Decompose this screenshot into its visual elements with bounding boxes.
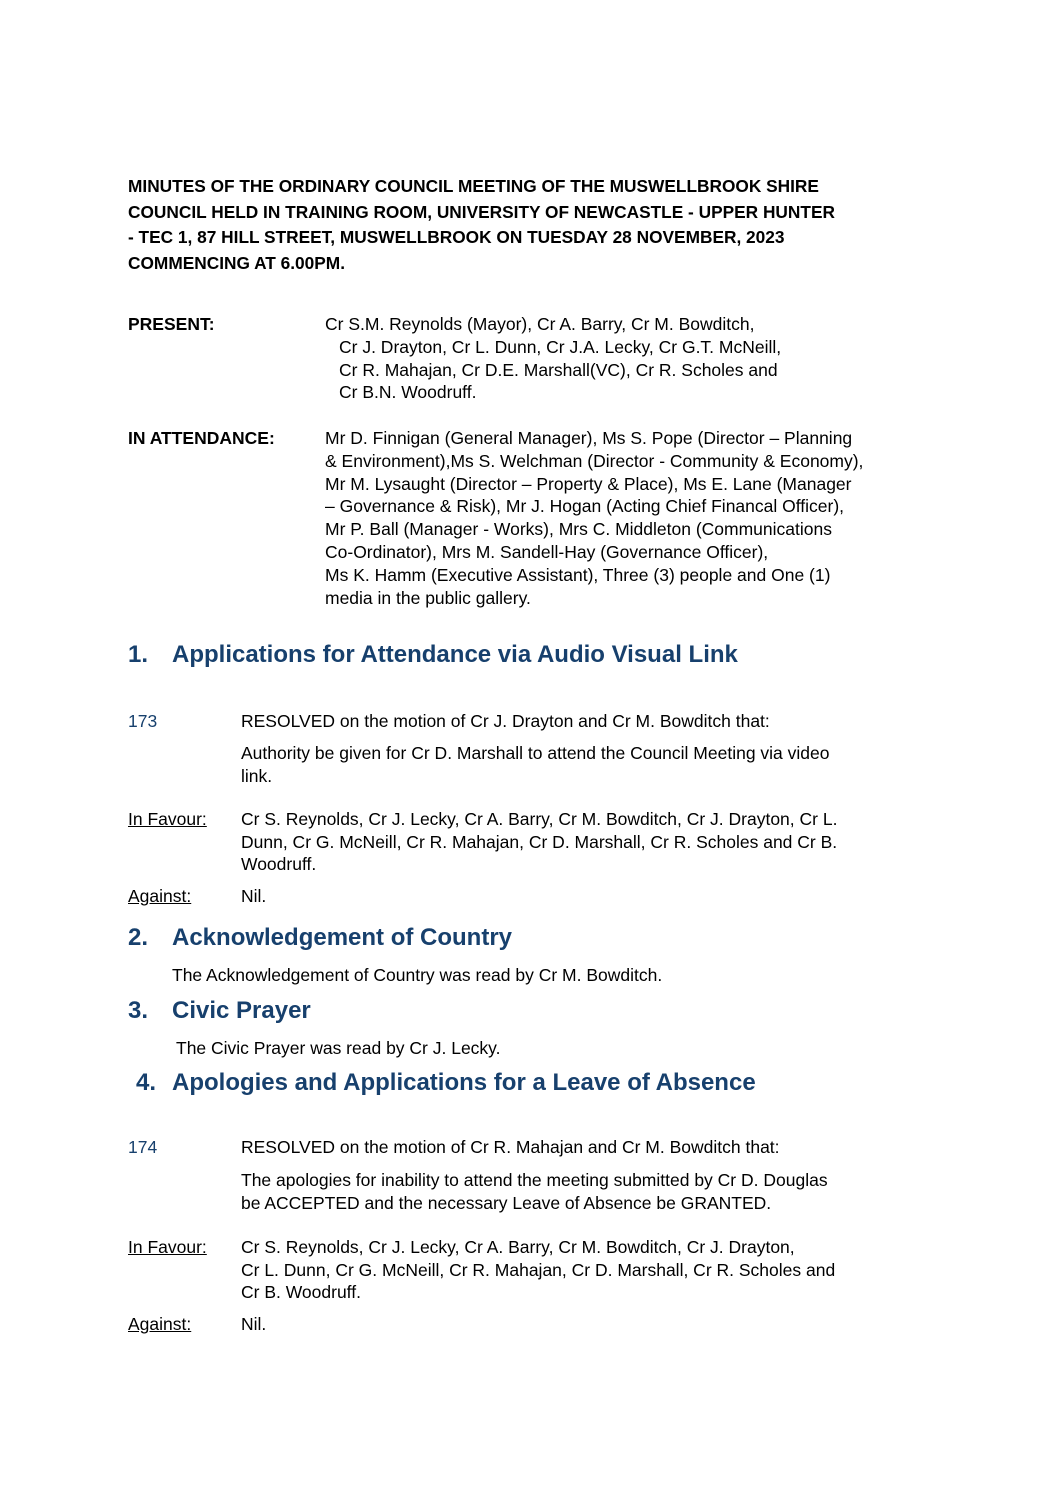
section-number: 4. [136,1069,157,1096]
resolution-number: 173 [128,711,158,731]
title-line: COMMENCING AT 6.00PM. [128,252,345,273]
present-label: PRESENT: [128,314,215,334]
against-text: Nil. [241,1314,267,1334]
title-line: COUNCIL HELD IN TRAINING ROOM, UNIVERSITY OF NEWCASTLE - UPPER HUNTER [128,201,835,222]
section-title: Applications for Attendance via Audio Visual Link [172,641,738,668]
section-title: Apologies and Applications for a Leave of Absence [172,1069,756,1096]
section-number: 2. [128,924,149,951]
against-text: Nil. [241,886,267,906]
present-list [325,313,781,404]
section-number: 1. [128,641,149,668]
in-favour-line: Cr B. Woodruff. [241,1282,361,1302]
resolution-line: link. [241,765,273,786]
title-line: - TEC 1, 87 HILL STREET, MUSWELLBROOK ON TUESDAY 28 NOVEMBER, 2023 [128,227,785,247]
resolution-line: The apologies for inability to attend the meeting submitted by Cr D. Douglas [241,1170,828,1190]
resolution-motion [241,710,770,733]
attendance-line: media in the public gallery. [325,587,531,608]
motion-text: RESOLVED on the motion of Cr J. Drayton and Cr M. Bowditch that: [241,711,770,731]
attendance-label: IN ATTENDANCE: [128,428,275,448]
present-line: Cr S.M. Reynolds (Mayor), Cr A. Barry, Cr M. Bowditch, [325,314,755,334]
attendance-line: – Governance & Risk), Mr J. Hogan (Acting Chief Financal Officer), [325,496,845,517]
attendance-line: Ms K. Hamm (Executive Assistant), Three (3) people and One (1) [325,564,831,585]
motion-text: RESOLVED on the motion of Cr R. Mahajan and Cr M. Bowditch that: [241,1137,780,1157]
section-title: Civic Prayer [172,997,311,1024]
against-value [241,885,266,908]
in-favour-line: Dunn, Cr G. McNeill, Cr R. Mahajan, Cr D. Marshall, Cr R. Scholes and Cr B. [241,831,838,852]
title-line: MINUTES OF THE ORDINARY COUNCIL MEETING OF THE MUSWELLBROOK SHIRE [128,176,819,196]
against-label: Against: [128,886,192,906]
resolution-text [241,742,830,787]
attendance-line: & Environment),Ms S. Welchman (Director - Community & Economy), [325,450,864,471]
resolution-line: be ACCEPTED and the necessary Leave of Absence be GRANTED. [241,1192,772,1213]
in-favour-line: Cr L. Dunn, Cr G. McNeill, Cr R. Mahajan, Cr D. Marshall, Cr R. Scholes and [241,1259,836,1280]
present-line: Cr B.N. Woodruff. [339,382,477,403]
against-value [241,1313,266,1336]
in-favour-label: In Favour: [128,1237,207,1257]
document-title [128,174,948,276]
acknowledgement-text: The Acknowledgement of Country was read by Cr M. Bowditch. [172,965,663,985]
against-label: Against: [128,1314,192,1334]
section-number: 3. [128,997,149,1024]
present-line: Cr J. Drayton, Cr L. Dunn, Cr J.A. Lecky, Cr G.T. McNeill, [339,336,782,357]
in-favour-list [241,808,837,876]
resolution-line: Authority be given for Cr D. Marshall to attend the Council Meeting via video [241,743,830,763]
in-favour-line: Cr S. Reynolds, Cr J. Lecky, Cr A. Barry, Cr M. Bowditch, Cr J. Drayton, Cr L. [241,809,838,829]
in-favour-line: Woodruff. [241,854,317,874]
attendance-line: Mr D. Finnigan (General Manager), Ms S. Pope (Director – Planning [325,428,853,448]
present-line: Cr R. Mahajan, Cr D.E. Marshall(VC), Cr R. Scholes and [339,359,778,380]
resolution-text [241,1169,828,1214]
attendance-list [325,427,863,609]
attendance-line: Mr M. Lysaught (Director – Property & Place), Ms E. Lane (Manager [325,473,852,494]
in-favour-line: Cr S. Reynolds, Cr J. Lecky, Cr A. Barry, Cr M. Bowditch, Cr J. Drayton, [241,1237,795,1257]
in-favour-list [241,1236,835,1304]
attendance-line: Mr P. Ball (Manager - Works), Mrs C. Middleton (Communications [325,519,832,540]
attendance-line: Co-Ordinator), Mrs M. Sandell-Hay (Governance Officer), [325,541,769,562]
section-title: Acknowledgement of Country [172,924,513,951]
civic-prayer-text: The Civic Prayer was read by Cr J. Lecky. [176,1038,501,1058]
resolution-number: 174 [128,1137,158,1157]
in-favour-label: In Favour: [128,809,207,829]
resolution-motion [241,1136,780,1159]
